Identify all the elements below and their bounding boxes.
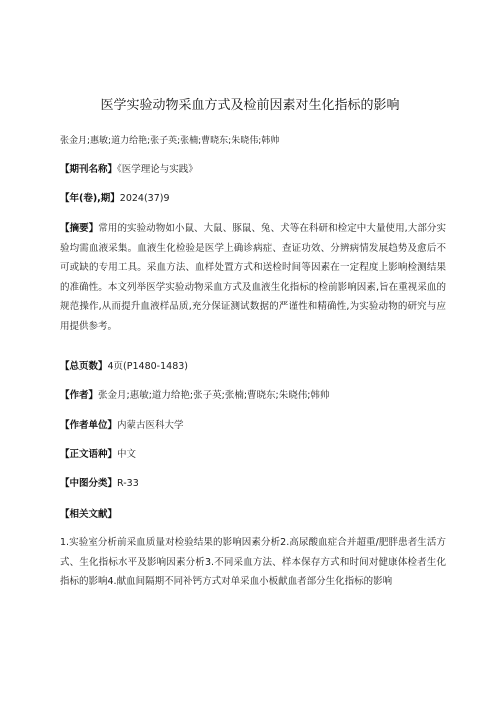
- affiliation-field: [60, 416, 446, 435]
- language-value: 中文: [117, 449, 137, 460]
- pages-label: 【总页数】: [60, 361, 108, 372]
- year-issue-label: 【年(卷),期】: [60, 193, 120, 204]
- references-list: 1.实验室分析前采血质量对检验结果的影响因素分析2.高尿酸血症合并超重/肥胖患者生活方式、生化指标水平及影响因素分析3.不同采血方法、样本保存方式和时间对健康体检者生化指标的影响4.献血间隔期不同补钙方式对单采血小板献血者部分生化指标的影响: [60, 537, 446, 587]
- language-label: 【正文语种】: [60, 449, 118, 460]
- year-issue-value: 2024(37)9: [119, 193, 170, 204]
- affiliation-value: 内蒙古医科大学: [117, 420, 184, 431]
- language-field: [60, 445, 446, 464]
- affiliation-label: 【作者单位】: [60, 420, 118, 431]
- author-line: 张金月;惠敏;道力给艳;张子英;张楠;曹晓东;朱晓伟;韩帅: [60, 136, 280, 146]
- journal-field: [60, 160, 446, 179]
- abstract-field: [60, 219, 446, 336]
- year-issue-field: [60, 189, 446, 208]
- pages-value: 4页(P1480-1483): [107, 361, 188, 372]
- authors-value: 张金月;惠敏;道力给艳;张子英;张楠;曹晓东;朱晓伟;韩帅: [98, 390, 330, 401]
- journal-label: 【期刊名称】: [60, 164, 118, 175]
- journal-value: 《医学理论与实践》: [117, 164, 198, 175]
- clc-value: R-33: [117, 478, 139, 489]
- authors-field: [60, 386, 446, 405]
- pages-field: [60, 357, 446, 376]
- clc-field: [60, 474, 446, 493]
- authors-label: 【作者】: [60, 390, 99, 401]
- abstract-label: 【摘要】: [60, 223, 99, 234]
- paper-title: 医学实验动物采血方式及检前因素对生化指标的影响: [100, 98, 400, 113]
- abstract-text: 常用的实验动物如小鼠、大鼠、豚鼠、兔、犬等在科研和检定中大量使用,大部分实验均需血液采集。血液生化检验是医学上确诊病症、查证功效、分辨病情发展趋势及愈后不可或缺的专用工具。采血方法、血样处置方式和送检时间等因素在一定程度上影响检测结果的准确性。本文列举医学实验动物采血方式及血液生化指标的检前影响因素,旨在重视采血的规范操作,从而提升血液样品质,充分保证测试数据的严谨性和精确性,为实验动物的研究与应用提供参考。: [60, 223, 446, 332]
- clc-label: 【中图分类】: [60, 478, 118, 489]
- references-heading: 【相关文献】: [60, 509, 118, 520]
